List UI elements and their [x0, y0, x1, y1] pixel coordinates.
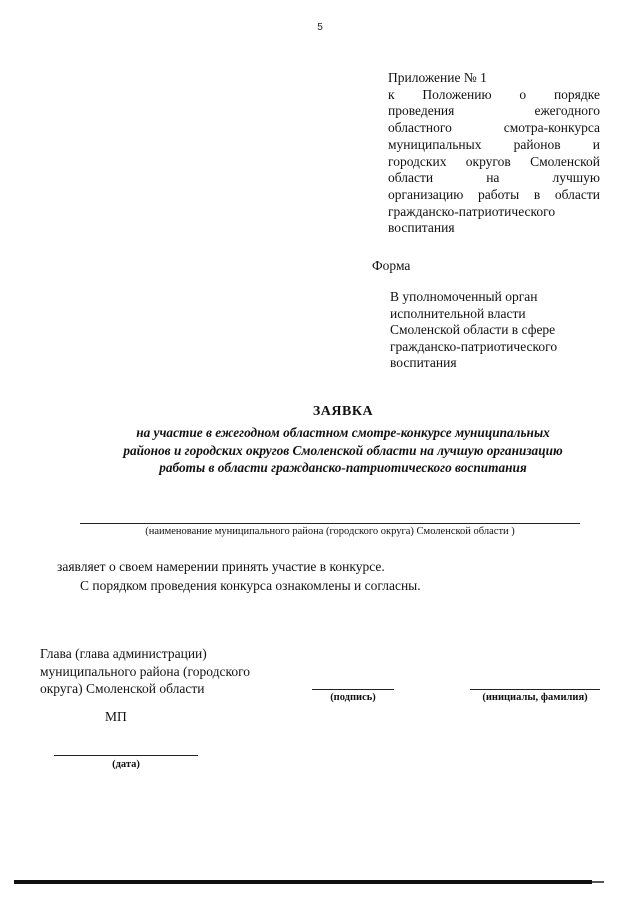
declaration-text: заявляет о своем намерении принять участие в конкурсе.	[57, 559, 385, 574]
form-label: Форма	[372, 258, 411, 273]
head-of-administration	[40, 645, 250, 698]
head-line: Глава (глава администрации)	[40, 646, 207, 661]
scan-edge-bar-tail	[592, 881, 604, 883]
signature-line	[312, 689, 394, 690]
appendix-line: организацию работы в области	[388, 186, 600, 202]
appendix-line: гражданско-патриотического	[388, 203, 556, 219]
addressee-line: В уполномоченный орган	[390, 289, 538, 304]
initials-caption: (инициалы, фамилия)	[482, 692, 588, 703]
signature-caption: (подпись)	[330, 692, 376, 703]
head-line: округа) Смоленской области	[40, 681, 205, 697]
addressee-line: гражданско-патриотического	[390, 338, 558, 354]
appendix-line: областного смотра-конкурса	[388, 120, 600, 136]
subtitle-line: на участие в ежегодном областном смотре-конкурсе муниципальных	[136, 425, 550, 440]
addressee-line: исполнительной власти	[390, 305, 526, 321]
addressee-block	[390, 289, 600, 372]
municipality-name-caption: (наименование муниципального района (городского округа) Смоленской области )	[145, 526, 515, 537]
initials-line	[470, 689, 600, 690]
addressee-line: Смоленской области в сфере	[390, 322, 556, 337]
head-line: муниципального района (городского	[40, 663, 251, 679]
date-line	[54, 755, 198, 756]
subtitle-line: работы в области гражданско-патриотического воспитания	[159, 460, 527, 475]
appendix-line: городских округов Смоленской	[388, 153, 600, 169]
subtitle-line: районов и городских округов Смоленской области на лучшую организацию	[123, 442, 563, 458]
addressee-line: воспитания	[390, 355, 457, 370]
scan-edge-bar	[14, 880, 592, 884]
date-caption: (дата)	[112, 759, 140, 770]
seal-label: МП	[105, 709, 127, 724]
appendix-line: проведения ежегодного	[388, 103, 600, 119]
appendix-line: муниципальных районов и	[388, 136, 600, 152]
appendix-line: Приложение № 1	[388, 70, 487, 85]
appendix-line: области на лучшую	[388, 170, 600, 186]
agreement-text: С порядком проведения конкурса ознакомлены и согласны.	[80, 578, 421, 593]
municipality-name-line	[80, 523, 580, 524]
appendix-note	[388, 70, 600, 237]
document-subtitle	[40, 424, 640, 477]
page-number: 5	[317, 22, 323, 33]
appendix-line: к Положению о порядке	[388, 86, 600, 102]
appendix-line: воспитания	[388, 220, 455, 236]
document-title: ЗАЯВКА	[312, 404, 374, 419]
